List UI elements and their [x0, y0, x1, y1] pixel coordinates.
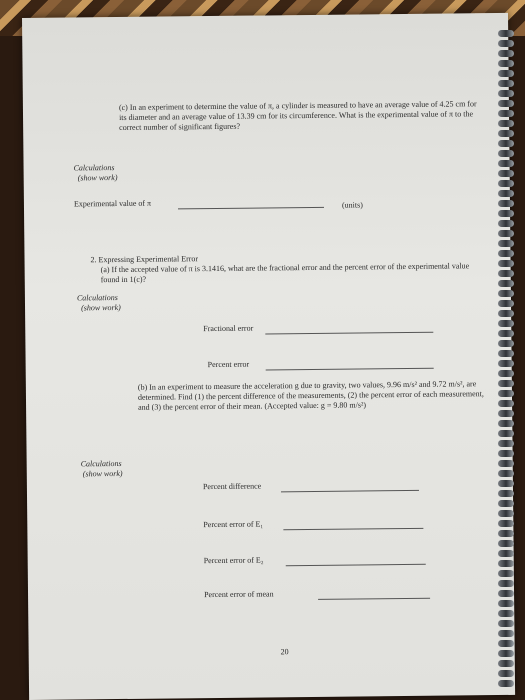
spiral-ring: [498, 240, 514, 247]
spiral-ring: [498, 150, 514, 157]
spiral-ring: [498, 110, 514, 117]
spiral-ring: [498, 370, 514, 377]
experimental-pi-label: Experimental value of π: [73, 198, 152, 209]
show-work-label-2a: (show work): [80, 302, 121, 313]
calculations-label-1c: Calculations: [73, 163, 115, 173]
spiral-ring: [498, 180, 514, 187]
spiral-ring: [498, 490, 514, 497]
spiral-ring: [498, 550, 514, 557]
question-1c-text: (c) In an experiment to determine the value of π, a cylinder is measured to have an average value of 4.25 cm for its diameter and an average value of 13.39 cm for its circumference. What is the experimental value of π to the correct number of significant figures?: [118, 99, 477, 132]
spiral-ring: [498, 440, 514, 447]
spiral-ring: [498, 70, 514, 77]
spiral-ring: [498, 350, 514, 357]
spiral-ring: [498, 500, 514, 507]
spiral-ring: [498, 40, 514, 47]
spiral-ring: [498, 30, 514, 37]
spiral-ring: [498, 130, 514, 137]
spiral-ring: [498, 50, 514, 57]
percent-error-mean-answer-line[interactable]: [318, 598, 430, 600]
spiral-ring: [498, 570, 514, 577]
spiral-ring: [498, 170, 514, 177]
fractional-error-label: Fractional error: [203, 323, 254, 334]
spiral-binding: [498, 30, 518, 690]
worksheet-page: [22, 13, 515, 700]
spiral-ring: [498, 230, 514, 237]
percent-difference-label: Percent difference: [202, 481, 262, 492]
section-2-heading: 2. Expressing Experimental Error: [90, 254, 199, 265]
spiral-ring: [498, 520, 514, 527]
spiral-ring: [498, 590, 514, 597]
page-number: 20: [280, 647, 289, 657]
spiral-ring: [498, 410, 514, 417]
spiral-ring: [498, 380, 514, 387]
spiral-ring: [498, 670, 514, 677]
spiral-ring: [498, 600, 514, 607]
spiral-ring: [498, 460, 514, 467]
spiral-ring: [498, 620, 514, 627]
percent-error-e1-answer-line[interactable]: [283, 528, 423, 530]
fractional-error-answer-line[interactable]: [265, 332, 433, 335]
spiral-ring: [498, 430, 514, 437]
spiral-ring: [498, 450, 514, 457]
spiral-ring: [498, 360, 514, 367]
spiral-ring: [498, 470, 514, 477]
spiral-ring: [498, 610, 514, 617]
spiral-ring: [498, 270, 514, 277]
spiral-ring: [498, 680, 514, 687]
spiral-ring: [498, 640, 514, 647]
spiral-ring: [498, 260, 514, 267]
show-work-label-1c: (show work): [77, 173, 118, 183]
spiral-ring: [498, 220, 514, 227]
spiral-ring: [498, 90, 514, 97]
spiral-ring: [498, 540, 514, 547]
spiral-ring: [498, 80, 514, 87]
spiral-ring: [498, 190, 514, 197]
spiral-ring: [498, 100, 514, 107]
spiral-ring: [498, 480, 514, 487]
calculations-label-2b: Calculations: [80, 458, 122, 469]
spiral-ring: [498, 580, 514, 587]
percent-error-e2-label: Percent error of E₂: [203, 555, 264, 566]
spiral-ring: [498, 250, 514, 257]
spiral-ring: [498, 510, 514, 517]
spiral-ring: [498, 210, 514, 217]
spiral-ring: [498, 630, 514, 637]
spiral-ring: [498, 60, 514, 67]
calculations-label-2a: Calculations: [76, 293, 118, 303]
show-work-label-2b: (show work): [82, 468, 123, 479]
spiral-ring: [498, 330, 514, 337]
question-2a-text: (a) If the accepted value of π is 3.1416, what are the fractional error and the percent error of the experimental value found in 1(c)?: [100, 261, 470, 285]
spiral-ring: [498, 560, 514, 567]
spiral-ring: [498, 530, 514, 537]
spiral-ring: [498, 140, 514, 147]
spiral-ring: [498, 200, 514, 207]
spiral-ring: [498, 120, 514, 127]
spiral-ring: [498, 650, 514, 657]
units-label: (units): [341, 200, 363, 210]
experimental-pi-answer-line[interactable]: [178, 207, 324, 210]
spiral-ring: [498, 320, 514, 327]
spiral-ring: [498, 390, 514, 397]
percent-error-e1-label: Percent error of E₁: [203, 519, 264, 530]
spiral-ring: [498, 300, 514, 307]
spiral-ring: [498, 280, 514, 287]
question-2b-text: (b) In an experiment to measure the acceleration g due to gravity, two values, 9.96 m/s² and 9.72 m/s², are determined. Find (1) the percent difference of the measurements, (2) the percent error of each measurement, and (3) the percent error of their mean. (Accepted value: g = 9.80 m/s²): [137, 379, 484, 412]
spiral-ring: [498, 310, 514, 317]
spiral-ring: [498, 160, 514, 167]
percent-difference-answer-line[interactable]: [281, 490, 419, 492]
spiral-ring: [498, 400, 514, 407]
spiral-ring: [498, 660, 514, 667]
percent-error-mean-label: Percent error of mean: [204, 589, 274, 600]
percent-error-e2-answer-line[interactable]: [286, 564, 426, 566]
percent-error-label: Percent error: [207, 359, 250, 370]
spiral-ring: [498, 290, 514, 297]
spiral-ring: [498, 420, 514, 427]
spiral-ring: [498, 340, 514, 347]
percent-error-answer-line[interactable]: [266, 368, 434, 371]
